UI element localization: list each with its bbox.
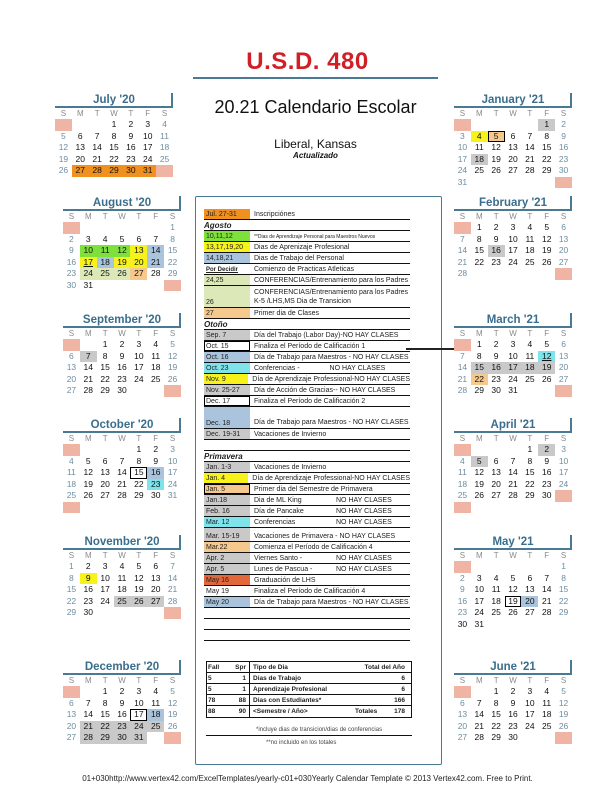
event-row: 10,11,12 **Dias de Aprendizaje Personal para Maestros Nuevos bbox=[204, 231, 410, 242]
event-row: Mar. 15-19 Vacaciones de Primavera - NO HAY CLASES bbox=[204, 528, 410, 542]
week-row: 10 11 12 13 14 15 16 bbox=[457, 142, 569, 152]
month-february-2021 bbox=[454, 196, 572, 280]
week-row bbox=[63, 502, 181, 514]
section-primavera: Primavera bbox=[204, 451, 410, 462]
event-row: Sep. 7 Día del Trabajo (Labor Day)-NO HAY CLASES bbox=[204, 330, 410, 341]
event-row: Mar. 12 Conferencias NO HAY CLASES bbox=[204, 517, 410, 528]
week-row: 20 21 22 23 24 25 26 bbox=[66, 720, 178, 731]
week-row: 27 28 29 30 bbox=[63, 385, 181, 397]
week-row: 1 2 3 4 5 6 7 bbox=[69, 561, 175, 571]
events-list bbox=[204, 209, 410, 641]
week-row: 16 17 18 19 20 21 22 bbox=[457, 595, 569, 606]
weekday-header: S M T W T F S bbox=[68, 329, 176, 338]
march-connector-line bbox=[406, 348, 454, 350]
week-row: 28 bbox=[454, 268, 572, 280]
week-row: 25 26 27 28 29 30 31 bbox=[66, 490, 178, 500]
week-row: 18 19 20 21 22 23 24 bbox=[457, 478, 569, 489]
week-row: 11 12 13 14 15 16 17 bbox=[67, 467, 178, 477]
week-row: 13 14 15 16 17 18 19 bbox=[457, 709, 569, 719]
totals-table bbox=[206, 661, 412, 718]
section-agosto: Agosto bbox=[204, 220, 410, 231]
week-row: 29 30 bbox=[63, 607, 181, 619]
event-row: Nov. 9 Día de Aprendizaje Professional-NO HAY CLASES bbox=[206, 376, 410, 383]
weekday-header: S M T W T F S bbox=[68, 212, 176, 221]
event-row: Feb. 16 Día de Pancake NO HAY CLASES bbox=[204, 506, 410, 517]
week-row: 25 26 27 28 29 30 bbox=[454, 490, 572, 502]
month-december-2020 bbox=[63, 660, 181, 744]
section-otono: Otoño bbox=[204, 319, 410, 330]
event-row: Oct. 16 Día de Trabajo para Maestros - NO HAY CLASES bbox=[206, 354, 409, 361]
event-row: Jul. 27-31 Inscripciónes bbox=[204, 209, 410, 220]
week-row: 12 13 14 15 16 17 18 bbox=[58, 142, 170, 152]
week-row: 17 18 19 20 21 22 23 bbox=[457, 153, 569, 164]
event-row: Por Decidir Comienzo de Practicas Atleticas bbox=[204, 264, 410, 275]
month-title: April '21 bbox=[454, 418, 572, 432]
month-october-2020 bbox=[63, 418, 181, 513]
week-row: 30 31 bbox=[457, 618, 484, 629]
week-row: 20 21 22 23 24 25 26 bbox=[66, 373, 178, 384]
week-row: 14 15 16 17 18 19 20 bbox=[457, 362, 569, 372]
event-row: Jan. 4 Día de Aprendizaje Professional-NO HAY CLASES bbox=[206, 475, 410, 482]
weekday-header: S M T W T F S bbox=[60, 109, 168, 118]
week-row: 1 bbox=[63, 222, 181, 234]
event-row: May 20 Día de Trabajo para Maestros - NO HAY CLASES bbox=[206, 599, 409, 606]
weekday-header: S M T W T F S bbox=[68, 676, 176, 685]
week-row: 15 16 17 18 19 20 21 bbox=[66, 584, 178, 594]
blank-row bbox=[204, 630, 410, 641]
event-row: Apr. 5 Lunes de Pascua - NO HAY CLASES bbox=[204, 564, 410, 575]
event-row: Oct. 15 Finaliza el Período de Calificación 1 bbox=[204, 341, 410, 352]
month-title: July '20 bbox=[55, 93, 173, 107]
month-january-2021 bbox=[454, 93, 572, 188]
week-row: 4 5 6 7 8 9 10 bbox=[460, 455, 569, 466]
month-title: October '20 bbox=[63, 418, 181, 432]
week-row: 22 23 24 25 26 27 28 bbox=[66, 595, 178, 606]
month-title: November '20 bbox=[63, 535, 181, 549]
blank-row bbox=[204, 619, 410, 630]
footnote-2: **no incluido en los totales bbox=[266, 740, 337, 746]
weekday-header: S M T W T F S bbox=[68, 551, 176, 560]
week-row: 1 2 3 bbox=[454, 444, 572, 456]
location-label: Liberal, Kansas bbox=[274, 137, 357, 151]
week-row: 1 2 3 bbox=[63, 444, 181, 456]
week-row: 1 2 3 4 5 bbox=[454, 686, 572, 698]
week-row: 23 24 25 26 27 28 29 bbox=[66, 268, 178, 278]
event-row: 13,17,19,20 Dias de Aprenizaje Profesional bbox=[204, 242, 410, 253]
week-row: 1 2 3 4 bbox=[55, 119, 173, 131]
week-row: 5 6 7 8 9 10 11 bbox=[61, 130, 169, 141]
event-row: Jan. 1-3 Vacaciones de Invierno bbox=[204, 462, 410, 473]
month-title: May '21 bbox=[454, 535, 572, 549]
weekday-header: S M T W T F S bbox=[459, 329, 567, 338]
event-row: 27 Primer dia de Clases bbox=[204, 308, 410, 319]
weekday-header: S M T W T F S bbox=[459, 212, 567, 221]
month-may-2021 bbox=[454, 535, 572, 630]
title-divider bbox=[193, 77, 438, 79]
event-row: 14,18,21 Dias de Trabajo del Personal bbox=[204, 253, 410, 264]
weekday-header: S M T W T F S bbox=[459, 676, 567, 685]
weekday-header: S M T W T F S bbox=[68, 434, 176, 443]
week-row: 30 31 bbox=[63, 280, 181, 292]
event-row: Dec. 19-31 Vacaciones de Invierno bbox=[204, 429, 410, 440]
week-row: 2 3 4 5 6 7 8 bbox=[69, 233, 175, 244]
month-november-2020 bbox=[63, 535, 181, 619]
event-row: Oct. 23 Conferencias - NO HAY CLASES bbox=[204, 363, 410, 374]
event-row: Jan. 5 Primer dia del Semestre de Primavera bbox=[204, 484, 410, 495]
week-row: 6 7 8 9 10 11 12 bbox=[69, 350, 178, 361]
weekday-header: S M T W T F S bbox=[459, 434, 567, 443]
month-title: June '21 bbox=[454, 660, 572, 674]
week-row: 6 7 8 9 10 11 12 bbox=[69, 697, 178, 708]
event-row: Mar.22 Comienza el Período de Calificación 4 bbox=[204, 542, 410, 553]
page-footer: 01+030http://www.vertex42.com/ExcelTemplates/yearly-c01+030Yearly Calendar Template © 2013 Vertex42.com. Free to Print. bbox=[82, 774, 533, 783]
week-row: 7 8 9 10 11 12 13 bbox=[460, 350, 569, 361]
week-row: 6 7 8 9 10 11 12 bbox=[460, 697, 569, 708]
week-row: 1 2 3 4 5 bbox=[63, 339, 181, 351]
blank-row bbox=[204, 440, 410, 451]
week-row: 26 27 28 29 30 31 bbox=[55, 165, 173, 177]
week-row: 1 bbox=[454, 561, 572, 573]
month-april-2021 bbox=[454, 418, 572, 513]
event-row: May 19 Finaliza el Período de Calificación 4 bbox=[204, 586, 410, 597]
week-row: 13 14 15 16 17 18 19 bbox=[66, 362, 178, 372]
month-title: February '21 bbox=[454, 196, 572, 210]
events-panel bbox=[195, 196, 442, 765]
totals-row: 78 88 Dias con Estudiantes* 166 bbox=[207, 695, 411, 706]
week-row: 9 10 11 12 13 14 15 bbox=[69, 245, 178, 255]
footnote-divider bbox=[206, 735, 412, 736]
calendar-title: 20.21 Calendario Escolar bbox=[214, 97, 417, 117]
event-row: Jan.18 Dia de ML King NO HAY CLASES bbox=[204, 495, 410, 506]
footnote-1: *incluye dias de transicion/dias de conferencias bbox=[256, 727, 383, 733]
week-row: 3 4 5 6 7 8 9 bbox=[460, 130, 566, 141]
week-row: 21 22 23 24 25 26 27 bbox=[457, 373, 569, 384]
totals-row: 88 90 <Semestre / Año> Totales 178 bbox=[208, 708, 405, 715]
week-row: 31 bbox=[454, 177, 572, 189]
week-row: 27 28 29 30 bbox=[454, 732, 572, 744]
totals-row: 5 1 Dias de Trabajo 6 bbox=[207, 673, 411, 684]
blank-row bbox=[204, 608, 410, 619]
month-august-2020 bbox=[63, 196, 181, 291]
totals-row: 5 1 Aprendizaje Profesional 6 bbox=[207, 684, 411, 695]
week-row: 8 9 10 11 12 13 14 bbox=[69, 572, 178, 583]
month-title: September '20 bbox=[63, 313, 181, 327]
week-row: 1 2 3 4 5 6 bbox=[454, 339, 572, 351]
weekday-header: S M T W T F S bbox=[459, 551, 567, 560]
month-title: January '21 bbox=[454, 93, 572, 107]
totals-header: Fall Spr Tipo de Dia Total del Año bbox=[207, 662, 411, 673]
week-row: 4 5 6 7 8 9 10 bbox=[69, 455, 178, 466]
event-row: 24,25 CONFERENCIAS/Entrenamiento para los Padres bbox=[206, 277, 409, 284]
event-row: Nov. 25-27 Día de Acción de Gracias-- NO HAY CLASES bbox=[204, 385, 410, 396]
district-title: U.S.D. 480 bbox=[246, 48, 369, 75]
month-march-2021 bbox=[454, 313, 572, 397]
week-row: 2 3 4 5 6 7 8 bbox=[460, 572, 566, 583]
week-row: 24 25 26 27 28 29 30 bbox=[457, 165, 569, 175]
updated-label: Actualizado bbox=[293, 151, 338, 160]
month-september-2020 bbox=[63, 313, 181, 397]
week-row: 28 29 30 31 bbox=[454, 385, 572, 397]
event-row: Dec. 18 Día de Trabajo para Maestros - NO HAY CLASES bbox=[204, 407, 410, 429]
week-row: 27 28 29 30 31 bbox=[63, 732, 181, 744]
week-row bbox=[454, 502, 572, 514]
week-row: 23 24 25 26 27 28 29 bbox=[457, 607, 569, 617]
week-row: 14 15 16 17 18 19 20 bbox=[457, 245, 569, 255]
event-row: May 16 Graduación de LHS bbox=[204, 575, 410, 586]
week-row: 1 2 3 4 5 bbox=[63, 686, 181, 698]
month-june-2021 bbox=[454, 660, 572, 744]
month-title: December '20 bbox=[63, 660, 181, 674]
week-row: 16 17 18 19 20 21 22 bbox=[66, 256, 178, 267]
month-july-2020 bbox=[55, 93, 173, 177]
week-row: 18 19 20 21 22 23 24 bbox=[66, 478, 178, 489]
week-row: 13 14 15 16 17 18 19 bbox=[66, 709, 178, 719]
weekday-header: S M T W T F S bbox=[459, 109, 567, 118]
month-title: August '20 bbox=[63, 196, 181, 210]
event-row: Dec. 17 Finaliza el Período de Calificación 2 bbox=[204, 396, 410, 407]
week-row: 1 2 3 4 5 6 bbox=[454, 222, 572, 234]
week-row: 1 2 bbox=[454, 119, 572, 131]
week-row: 7 8 9 10 11 12 13 bbox=[460, 233, 569, 244]
week-row: 21 22 23 24 25 26 27 bbox=[457, 256, 569, 267]
event-row: 26 CONFERENCIAS/Entrenamiento para los Padres K-5 /LHS,MS Dia de Transicion bbox=[204, 286, 410, 308]
week-row: 19 20 21 22 23 24 25 bbox=[58, 153, 170, 164]
event-row: Apr. 2 Viernes Santo - NO HAY CLASES bbox=[204, 553, 410, 564]
week-row: 9 10 11 12 13 14 15 bbox=[460, 584, 569, 594]
week-row: 11 12 13 14 15 16 17 bbox=[458, 467, 569, 477]
month-title: March '21 bbox=[454, 313, 572, 327]
week-row: 20 21 22 23 24 25 26 bbox=[457, 720, 569, 731]
